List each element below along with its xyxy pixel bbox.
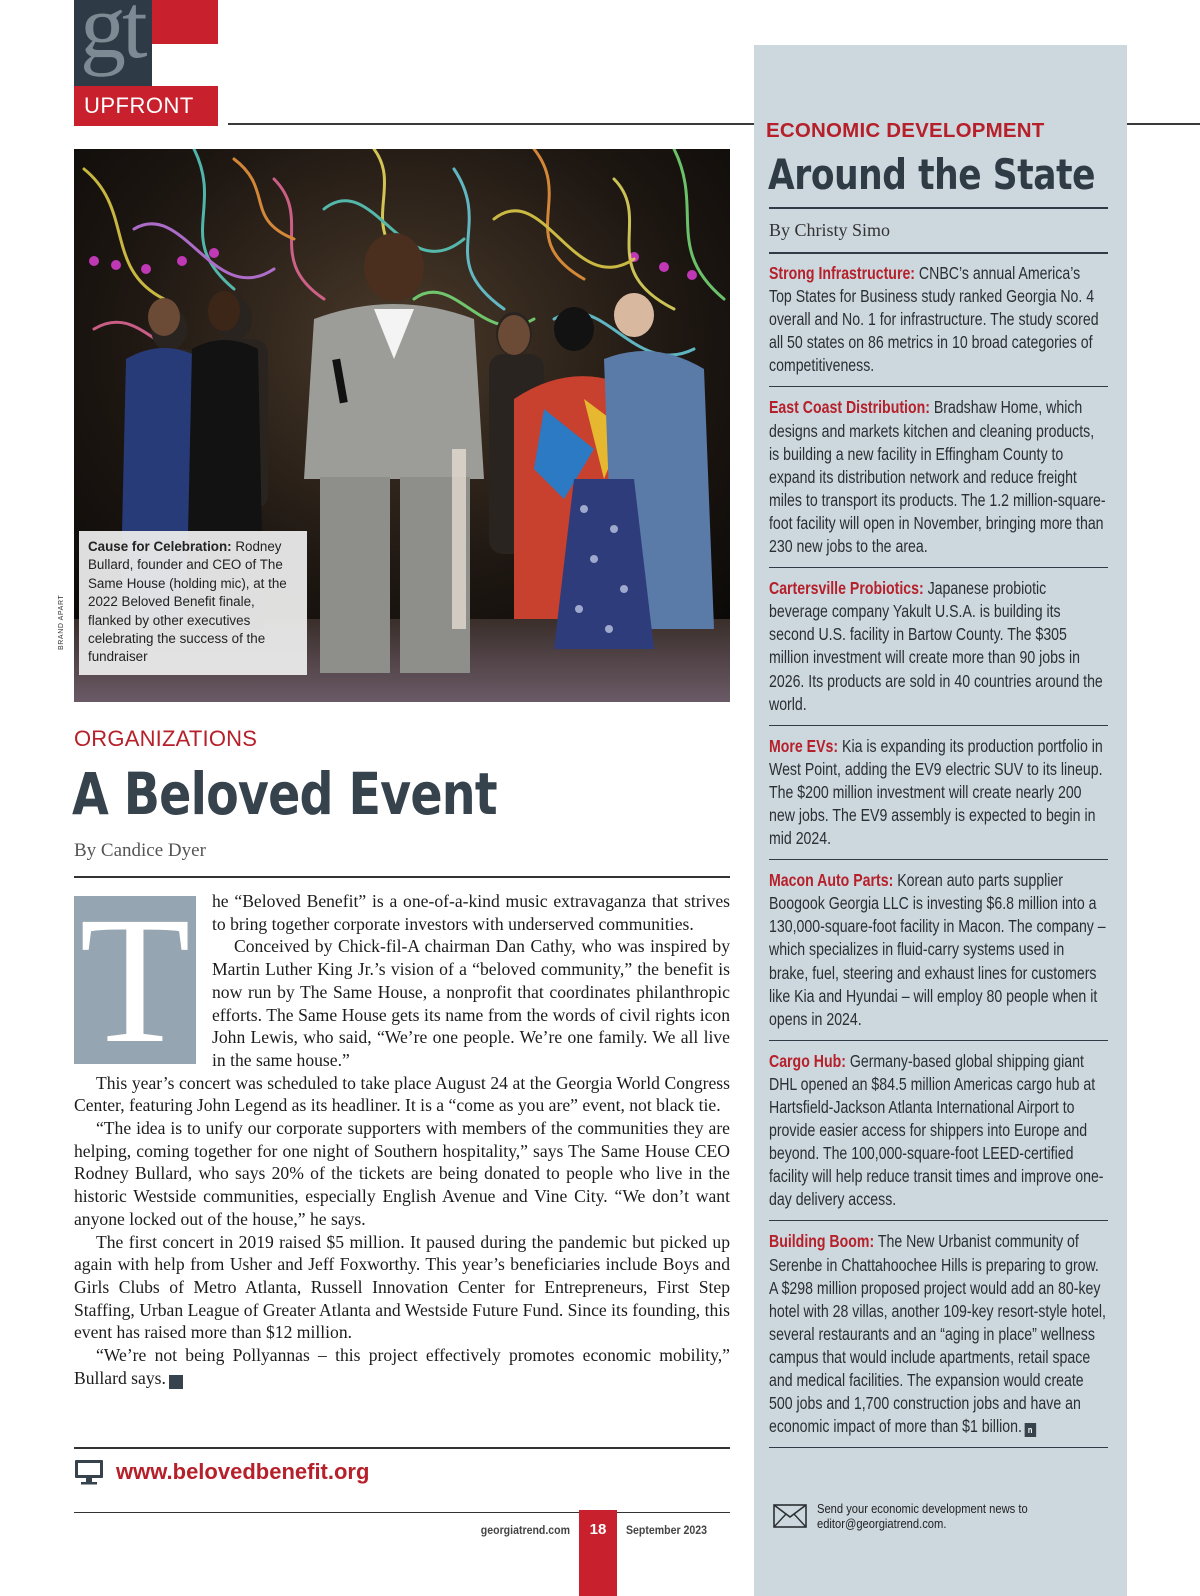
item-lead: More EVs: bbox=[769, 735, 839, 756]
photo-caption bbox=[79, 531, 307, 675]
paragraph-5: The first concert in 2019 raised $5 million. It paused during the pandemic but picked up again with help from Usher and Jeff Foxworthy. This year’s beneficiaries include Boys and Girls Clubs of Metro Atlanta, Russell Innovation Center for Entrepreneurs, First Step Staffing, Urban League of Greater Atlanta and Westside Future Fund. Since its founding, this event has raised more than $12 million. bbox=[74, 1231, 730, 1343]
website-row bbox=[74, 1457, 369, 1487]
item-lead: Cartersville Probiotics: bbox=[769, 578, 924, 599]
end-mark-icon: n bbox=[169, 1375, 183, 1389]
header-rule-right bbox=[1127, 123, 1200, 125]
sidebar-item bbox=[769, 577, 1108, 726]
drop-cap-letter: T bbox=[79, 880, 191, 1081]
item-lead: Cargo Hub: bbox=[769, 1050, 846, 1071]
sidebar-item-list bbox=[769, 262, 1108, 1457]
sidebar-item bbox=[769, 869, 1108, 1041]
paragraph-1: he “Beloved Benefit” is a one-of-a-kind music extravaganza that strives to bring together corporate investors with underserved communities. bbox=[212, 891, 730, 934]
logo-accent-block bbox=[152, 0, 218, 44]
sidebar-item bbox=[769, 735, 1108, 860]
sidebar-item bbox=[769, 396, 1108, 568]
sidebar-item bbox=[769, 1230, 1108, 1448]
contact-text: Send your economic development news to editor@georgiatrend.com. bbox=[817, 1501, 1028, 1531]
caption-text: Rodney Bullard, founder and CEO of The Same House (holding mic), at the 2022 Beloved Benefit finale, flanked by other executives celebrating the success of the fundraiser bbox=[88, 539, 287, 665]
article-body bbox=[74, 880, 730, 1389]
caption-lead: Cause for Celebration: bbox=[88, 539, 232, 554]
item-text: CNBC’s annual America’s Top States for Business study ranked Georgia No. 4 overall and No. 1 for infrastructure. The study scored all 50 states on 86 metrics in 10 broad categories of competitiveness. bbox=[769, 263, 1099, 376]
item-lead: Building Boom: bbox=[769, 1231, 875, 1252]
sidebar-byline-rule bbox=[769, 252, 1108, 254]
byline-rule bbox=[74, 876, 730, 878]
sidebar-title-rule bbox=[769, 207, 1108, 209]
mail-icon bbox=[773, 1504, 807, 1528]
footer-rule bbox=[74, 1512, 730, 1513]
page-number: 18 bbox=[579, 1510, 617, 1596]
item-text: Kia is expanding its production portfolio in West Point, adding the EV9 electric SUV to its lineup. The $200 million investment will create nearly 200 new jobs. The EV9 assembly is expected to begin in mid 2024. bbox=[769, 735, 1103, 849]
item-lead: Macon Auto Parts: bbox=[769, 870, 894, 891]
item-text: Bradshaw Home, which designs and markets kitchen and cleaning products, is building a new facility in Effingham County to expand its distribution network and reduce freight miles to transport its products. The 1.2 million-square-foot facility will open in November, bringing more than 230 new jobs to the area. bbox=[769, 397, 1106, 557]
sidebar-item bbox=[769, 262, 1108, 387]
website-link[interactable]: www.belovedbenefit.org bbox=[116, 1459, 370, 1484]
article-byline: By Candice Dyer bbox=[74, 840, 206, 861]
magazine-logo bbox=[74, 0, 218, 126]
logo-letters: gt bbox=[80, 0, 144, 77]
footer-date: September 2023 bbox=[626, 1523, 708, 1537]
paragraph-2: Conceived by Chick-fil-A chairman Dan Cathy, who was inspired by Martin Luther King Jr.’s vision of a “beloved community,” the benefit is now run by The Same House, a nonprofit that coordinates philanthropic efforts. The Same House gets its name from the words of civil rights icon John Lewis, who said, “We’re one people. We’re one family. We all live in the same house.” bbox=[212, 936, 730, 1070]
sidebar-contact bbox=[773, 1501, 1107, 1531]
paragraph-4: “The idea is to unify our corporate supporters with members of the communities they are helping, coming together for one night of Southern hospitality,” says The Same House CEO Rodney Bullard, who says 20% of the tickets are being donated to people who live in the historic Westside communities, especially English Avenue and Vine City. “We don’t want anyone locked out of the house,” he says. bbox=[74, 1118, 730, 1229]
sidebar-item bbox=[769, 1050, 1108, 1222]
end-mark-icon: n bbox=[1024, 1423, 1036, 1437]
item-lead: East Coast Distribution: bbox=[769, 397, 930, 418]
item-text: Germany-based global shipping giant DHL opened an $84.5 million Americas cargo hub at Hartsfield-Jackson Atlanta International Airport to provide easier access for shippers into Europe and beyond. The 100,000-square-foot LEED-certified facility will help reduce transit times and improve one-day delivery access. bbox=[769, 1050, 1104, 1210]
section-label-organizations: ORGANIZATIONS bbox=[74, 726, 258, 751]
item-text: The New Urbanist community of Serenbe in Chattahoochee Hills is preparing to grow. A $298 million proposed project would add an 80-key hotel with 28 villas, another 109-key resort-style hotel, several restaurants and an “aging in place” wellness campus that would include apartments, retail space and medical facilities. The expansion would create 500 jobs and 1,700 construction jobs and have an economic impact of more than $1 billion. bbox=[769, 1231, 1106, 1437]
paragraph-6-text: “We’re not being Pollyannas – this project effectively promotes economic mobility,” Bullard says. bbox=[74, 1345, 730, 1388]
section-tab-upfront: UPFRONT bbox=[74, 86, 218, 126]
item-text: Japanese probiotic beverage company Yakult U.S.A. is building its second U.S. facility in Bartow County. The $305 million investment will create more than 90 jobs in 2026. Its products are sold in 40 countries around the world. bbox=[769, 578, 1103, 714]
sidebar-section-label: ECONOMIC DEVELOPMENT bbox=[766, 119, 1045, 142]
article-headline: A Beloved Event bbox=[72, 760, 497, 828]
monitor-icon bbox=[74, 1459, 104, 1485]
drop-cap bbox=[74, 880, 196, 1081]
header-rule bbox=[228, 123, 754, 125]
sidebar-title: Around the State bbox=[768, 150, 1096, 199]
paragraph-3: This year’s concert was scheduled to take place August 24 at the Georgia World Congress Center, featuring John Legend as its headliner. It is a “come as you are” event, not black tie. bbox=[74, 1072, 730, 1116]
gt-logo-mark bbox=[74, 0, 152, 86]
footer-site: georgiatrend.com bbox=[480, 1523, 570, 1537]
item-text: Korean auto parts supplier Boogook Georgia LLC is investing $6.8 million into a 130,000-square-foot facility in Macon. The company – which specializes in fluid-carry systems used in brake, fuel, steering and exhaust lines for customers like Kia and Hyundai – will employ 80 people when it opens in 2024. bbox=[769, 870, 1106, 1029]
website-rule bbox=[74, 1447, 730, 1449]
paragraph-6 bbox=[74, 1344, 730, 1389]
item-lead: Strong Infrastructure: bbox=[769, 263, 916, 283]
photo-credit: BRAND APART bbox=[58, 594, 65, 650]
sidebar-byline: By Christy Simo bbox=[769, 220, 891, 240]
